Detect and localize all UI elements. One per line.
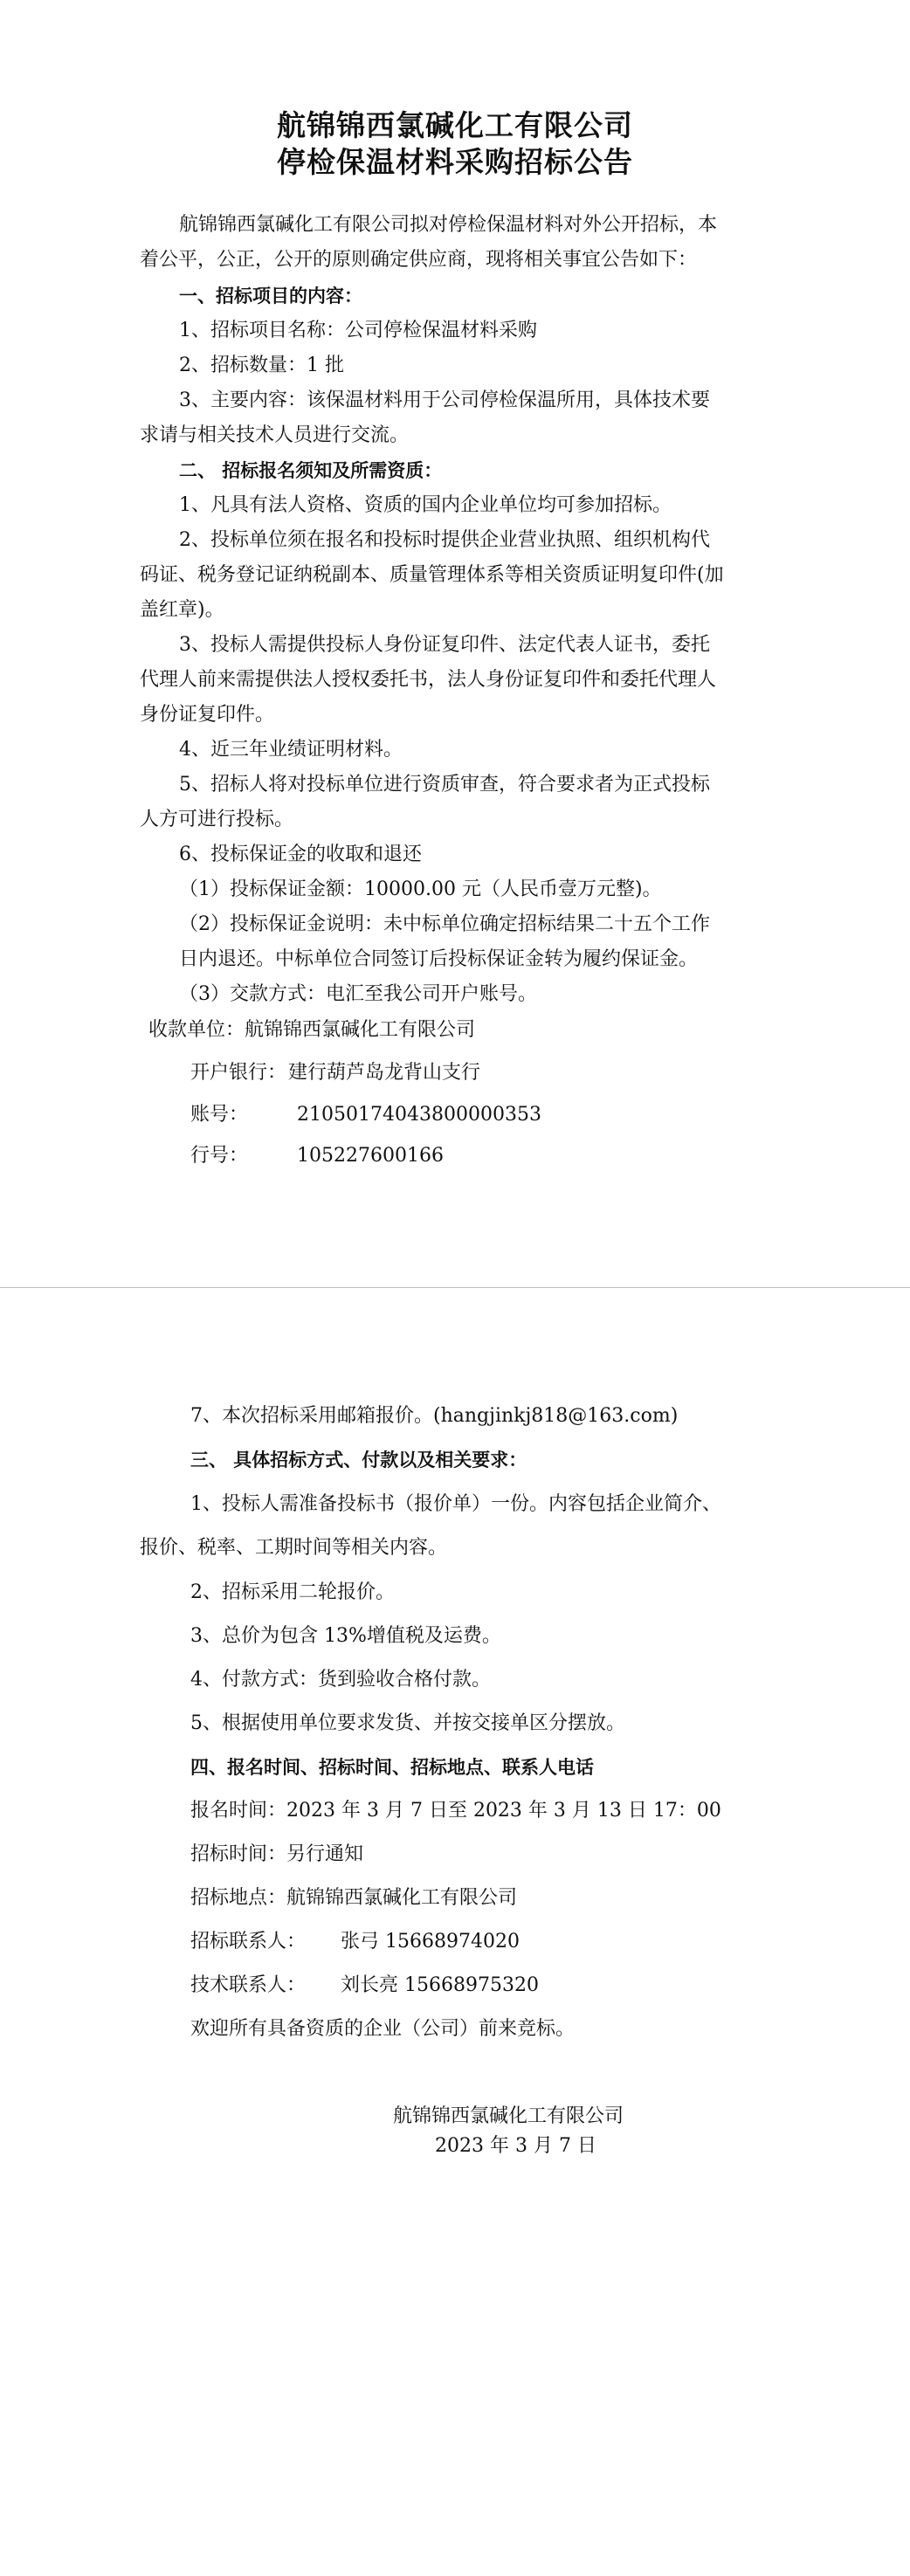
- section-2-heading: 二、 招标报名须知及所需资质：: [179, 460, 443, 481]
- welcome-line: 欢迎所有具备资质的企业（公司）前来竞标。: [190, 2018, 576, 2040]
- bid-contact-label: 招标联系人：: [190, 1931, 307, 1953]
- section-3-item-4: 4、付款方式：货到验收合格付款。: [190, 1669, 491, 1691]
- section-4-heading: 四、报名时间、招标时间、招标地点、联系人电话: [190, 1757, 594, 1778]
- document-page-2: [0, 1288, 910, 2576]
- payee-value: 航锦锦西氯碱化工有限公司: [245, 1019, 476, 1041]
- signature-company: 航锦锦西氯碱化工有限公司: [393, 2105, 624, 2127]
- bid-time: 招标时间：另行通知: [190, 1843, 364, 1865]
- account-label: 账号：: [190, 1104, 249, 1126]
- deposit-note-line-2: 日内退还。中标单位合同签订后投标保证金转为履约保证金。: [179, 948, 699, 970]
- bank-label: 开户银行：: [190, 1062, 287, 1084]
- bid-contact-value: 张弓 15668974020: [341, 1931, 520, 1953]
- section-3-item-3: 3、总价为包含 13%增值税及运费。: [190, 1625, 501, 1647]
- tech-contact-label: 技术联系人：: [190, 1974, 307, 1996]
- section-3-item-1-line-2: 报价、税率、工期时间等相关内容。: [140, 1537, 448, 1559]
- payee-label: 收款单位：: [148, 1019, 245, 1041]
- bank-number-value: 105227600166: [297, 1145, 444, 1167]
- section-2-item-5-line-2: 人方可进行投标。: [140, 809, 294, 830]
- section-2-item-4: 4、近三年业绩证明材料。: [179, 739, 403, 761]
- bank-number-label: 行号：: [190, 1145, 249, 1167]
- section-2-item-1: 1、凡具有法人资格、资质的国内企业单位均可参加招标。: [179, 494, 672, 516]
- section-1-item-3-line-1: 3、主要内容：该保温材料用于公司停检保温所用，具体技术要: [179, 389, 710, 411]
- section-2-item-7: 7、本次招标采用邮箱报价。(hangjinkj818@163.com): [190, 1405, 679, 1427]
- intro-line-1: 航锦锦西氯碱化工有限公司拟对停检保温材料对外公开招标，本: [179, 214, 718, 236]
- bid-place: 招标地点：航锦锦西氯碱化工有限公司: [190, 1887, 518, 1909]
- registration-time: 报名时间：2023 年 3 月 7 日至 2023 年 3 月 13 日 17：00: [190, 1800, 721, 1822]
- section-1-heading: 一、招标项目的内容：: [179, 286, 362, 307]
- section-2-item-6: 6、投标保证金的收取和退还: [179, 844, 422, 865]
- section-3-item-2: 2、招标采用二轮报价。: [190, 1581, 395, 1603]
- section-2-item-3-line-1: 3、投标人需提供投标人身份证复印件、法定代表人证书，委托: [179, 634, 710, 656]
- section-2-item-2-line-2: 码证、税务登记证纳税副本、质量管理体系等相关资质证明复印件(加: [140, 564, 724, 586]
- section-1-item-3-line-2: 求请与相关技术人员进行交流。: [140, 424, 410, 446]
- section-2-item-2-line-3: 盖红章)。: [140, 599, 224, 621]
- section-2-item-3-line-3: 身份证复印件。: [140, 704, 275, 726]
- section-2-item-2-line-1: 2、投标单位须在报名和投标时提供企业营业执照、组织机构代: [179, 529, 710, 551]
- tech-contact-value: 刘长亮 15668975320: [341, 1974, 539, 1996]
- deposit-note-line-1: （2）投标保证金说明：未中标单位确定招标结果二十五个工作: [179, 913, 710, 935]
- section-3-item-1-line-1: 1、投标人需准备投标书（报价单）一份。内容包括企业简介、: [190, 1493, 721, 1515]
- title-line-1: 航锦锦西氯碱化工有限公司: [277, 108, 633, 142]
- signature-date: 2023 年 3 月 7 日: [435, 2135, 596, 2157]
- intro-line-2: 着公平，公正，公开的原则确定供应商，现将相关事宜公告如下：: [140, 249, 698, 271]
- section-2-item-5-line-1: 5、招标人将对投标单位进行资质审查，符合要求者为正式投标: [179, 774, 710, 796]
- section-3-item-5: 5、根据使用单位要求发货、并按交接单区分摆放。: [190, 1712, 625, 1734]
- title-line-2: 停检保温材料采购招标公告: [277, 145, 633, 179]
- section-1-item-2: 2、招标数量：1 批: [179, 355, 344, 376]
- deposit-amount: （1）投标保证金额：10000.00 元（人民币壹万元整)。: [179, 878, 662, 900]
- bank-value: 建行葫芦岛龙背山支行: [288, 1062, 481, 1084]
- section-2-item-3-line-2: 代理人前来需提供法人授权委托书，法人身份证复印件和委托代理人: [140, 669, 717, 691]
- section-1-item-1: 1、招标项目名称：公司停检保温材料采购: [179, 320, 537, 341]
- account-value: 21050174043800000353: [297, 1104, 541, 1126]
- section-3-heading: 三、 具体招标方式、付款以及相关要求：: [190, 1450, 527, 1471]
- deposit-payment-method: （3）交款方式：电汇至我公司开户账号。: [179, 983, 537, 1005]
